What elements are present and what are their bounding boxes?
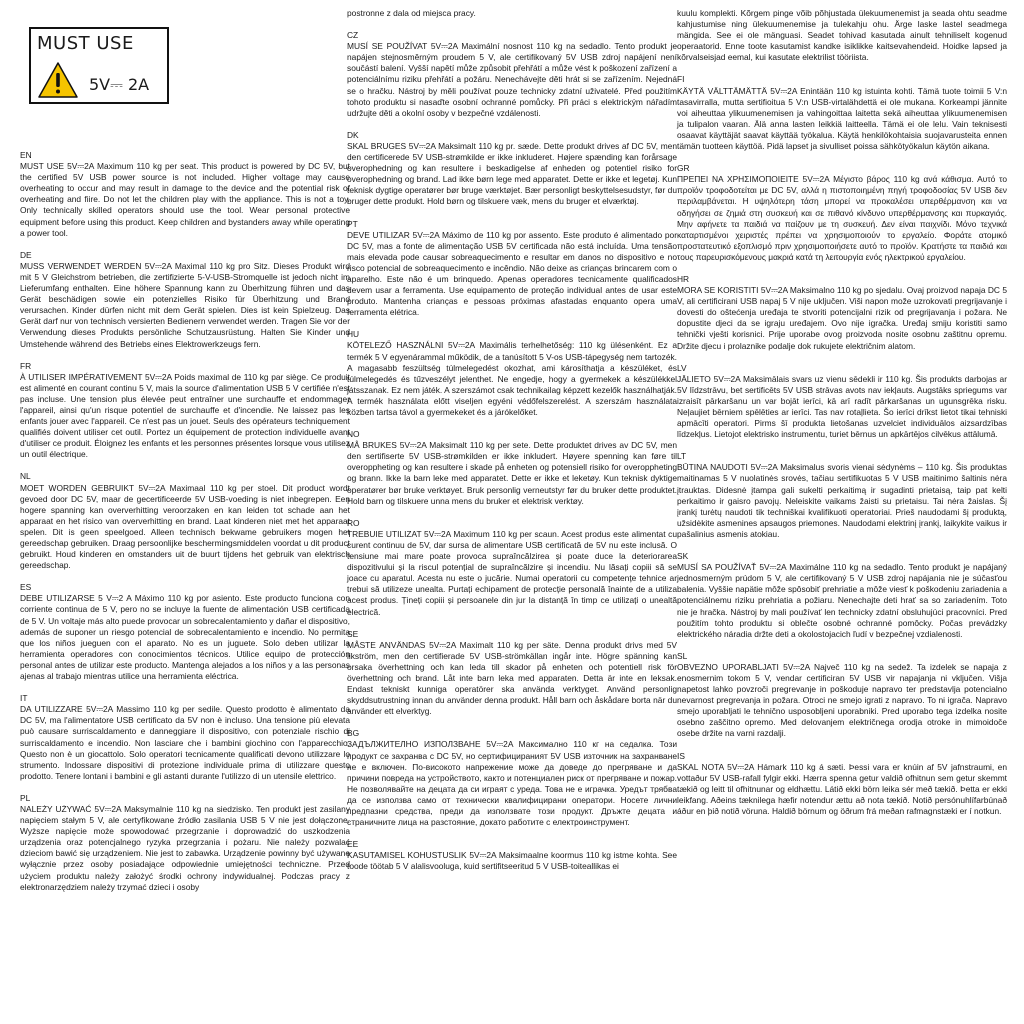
warning-text: KASUTAMISEL KOHUSTUSLIK 5V⎓2A Maksimaalne koormus 110 kg istme kohta. See toode töötab 5 V alalisvooluga, kuid sertifitseeritud 5 V USB-toiteallikas ei	[347, 850, 677, 872]
warning-text: À UTILISER IMPÉRATIVEMENT 5V⎓2A Poids maximal de 110 kg par siège. Ce produit est alimenté en courant continu 5 V, mais la source d'alimentation USB 5 V certifiée n'est pas incluse. Une tension plus élevée peut entraîner une surchauffe et endommager l'appareil, ainsi qu'un risque potentiel de surchauffe et d'incendie. Ne laissez pas les enfants jouer avec l'appareil. Ce n'est pas un jouet. Seuls des opérateurs techniquement qualifiés doivent utiliser cet outil. Portez un équipement de protection individuelle avant d'utiliser ce produit. Éloignez les enfants et les personnes présentes lorsque vous utilisez un outil électrique.	[20, 371, 350, 460]
language-section	[677, 751, 1007, 818]
language-section	[347, 130, 677, 208]
language-code: FR	[20, 360, 32, 371]
warning-text: MUSÍ SE POUŽÍVAT 5V⎓2A Maximální nosnost 110 kg na sedadlo. Tento produkt je napájen stejnosměrným proudem 5 V, ale certifikovaný 5V USB zdroj napájení není součástí balení. Vyšší napětí může způsobit přehřátí a může vést k poškození zařízení a potenciálnímu riziku přehřátí a požáru. Nenechávejte děti hrát si se zařízením. Nejedná se o hračku. Nástroj by měli používat pouze technicky zdatní uživatelé. Před použitím tohoto produktu si nasaďte osobní ochranné pomůcky. Při práci s elektrickým nářadím udržujte děti a okolní osoby v bezpečné vzdálenosti.	[347, 41, 677, 118]
warning-triangle-icon	[37, 61, 79, 99]
language-code: GR	[677, 163, 690, 174]
language-code: HR	[677, 273, 690, 284]
language-code: PT	[347, 218, 358, 229]
language-code: CZ	[347, 30, 359, 41]
warning-text: KÖTELEZŐ HASZNÁLNI 5V⎓2A Maximális terhelhetőség: 110 kg ülésenként. Ez a termék 5 V egyenárammal működik, de a tanúsított 5 V-os USB-tápegység nem tartozék. A magasabb feszültség túlmelegedést okozhat, ami károsíthatja a készüléket, és túlmelegedés és tűzveszélyt jelenthet. Ne engedje, hogy a gyermekek a készülékkel játsszanak. Ez nem játék. A szerszámot csak technikailag képzett kezelők használhatják. A termék használata előtt viseljen egyéni védőfelszerelést. A szerszám használata közben tartsa távol a gyermekeket és a járókelőket.	[347, 340, 677, 417]
warning-text: KÄYTÄ VÄLTTÄMÄTTÄ 5V⎓2A Enintään 110 kg istuinta kohti. Tämä tuote toimii 5 V:n tasavirralla, mutta sertifioitua 5 V:n USB-virtalähdettä ei ole mukana. Korkeampi jännite voi aiheuttaa ylikuumenemisen ja vahingoittaa laitetta sekä aiheuttaa ylikuumenemisen ja tulipalon vaaran. Älä anna lasten leikkiä laitteella. Tämä ei ole lelu. Vain teknisesti osaavat käyttäjät saavat käyttää työkalua. Käytä henkilökohtaisia suojavarusteita ennen tämän tuotteen käyttöä. Pidä lapset ja sivulliset poissa sähkötyökalun käytön aikana.	[677, 85, 1007, 152]
language-section	[677, 8, 1007, 63]
language-code: SK	[677, 551, 689, 562]
language-section	[20, 793, 350, 893]
language-section	[347, 8, 677, 19]
warning-text: DEVE UTILIZAR 5V⎓2A Máximo de 110 kg por assento. Este produto é alimentado por DC 5V, mas a fonte de alimentação USB 5V certificada não está incluída. Uma tensão mais elevada pode causar sobreaquecimento e resultar em danos no dispositivo e no risco potencial de sobreaquecimento e incêndio. Não deixe as crianças brincarem com o aparelho. Este não é um brinquedo. Apenas operadores tecnicamente qualificados devem usar a ferramenta. Use equipamento de proteção individual antes de usar este produto. Mantenha crianças e pessoas próximas afastadas enquanto opera uma ferramenta elétrica.	[347, 229, 677, 318]
text-column-1	[20, 150, 350, 1010]
warning-text: MUST USE 5V⎓2A Maximum 110 kg per seat. This product is powered by DC 5V, but the certified 5V USB power source is not included. Higher voltage may cause overheating to occur and may result in damage to the device and the potential risk of overheating and fiire. Do not let the children play with the appliance. This is not a toy. Only technically skilled operators should use the tool. Wear personal protective equipment before using this product. Keep children and bystanders away while operating a power tool.	[20, 161, 350, 238]
language-section	[347, 429, 677, 507]
warning-text: NALEŻY UŻYWAĆ 5V⎓2A Maksymalnie 110 kg na siedzisko. Ten produkt jest zasilany napięciem stałym 5 V, ale certyfikowane źródło zasilania USB 5 V nie jest dołączone. Wyższe napięcie może spowodować przegrzanie i doprowadzić do uszkodzenia urządzenia oraz potencjalnego ryzyka przegrzania i pożaru. Nie należy pozwalać dzieciom bawić się urządzeniem. Nie jest to zabawka. Urządzenie powinny być używane wyłącznie przez osoby posiadające odpowiednie umiejętności techniczne. Przed użyciem produktu należy założyć środki ochrony indywidualnej. Podczas pracy z elektronarzędziem należy trzymać dzieci i osoby	[20, 803, 350, 892]
language-section	[677, 274, 1007, 352]
language-section	[20, 693, 350, 782]
warning-text: MORA SE KORISTITI 5V⎓2A Maksimalno 110 kg po sjedalu. Ovaj proizvod napaja DC 5 V, ali certificirani USB napaj 5 V nije uključen. Viši napon može uzrokovati pregrijavanje i dovesti do oštećenja uređaja te stvoriti potencijalni rizik od pregrijavanja i požara. Ne dopustite djeci da se igraju uređajem. Ovo nije igračka. Uređaj smiju koristiti samo tehnički vješti korisnici. Prije uporabe ovog proizvoda nosite osobnu zaštitnu opremu. Držite djecu i prolaznike podalje dok rukujete električnim alatom.	[677, 285, 1007, 351]
warning-text: MÅ BRUKES 5V⎓2A Maksimalt 110 kg per sete. Dette produktet drives av DC 5V, men den sertifiserte 5V USB-strømkilden er ikke inkludert. Høyere spenning kan føre til overoppheting og kan resultere i skade på enheten og potensiell risiko for overoppheting og brann. Ikke la barn leke med apparatet. Dette er ikke et leketøy. Kun teknisk dyktige operatører bør bruke verktøyet. Bruk personlig verneutstyr før du bruker dette produktet. Hold barn og tilskuere unna mens du bruker et elektrisk verktøy.	[347, 440, 677, 506]
warning-text: DA UTILIZZARE 5V⎓2A Massimo 110 kg per sedile. Questo prodotto è alimentato da DC 5V, ma l'alimentatore USB certificato da 5V non è incluso. Una tensione più elevata può causare surriscaldamento e danneggiare il dispositivo, con potenziale rischio di surriscaldamento e incendio. Non lasciare che i bambini giochino con l'apparecchio. Questo non è un giocattolo. Solo operatori tecnicamente qualificati devono utilizzare lo strumento. Indossare dispositivi di protezione individuale prima di utilizzare questo prodotto. Tenere lontani i bambini e gli astanti durante l'utilizzo di un utensile elettrico.	[20, 704, 350, 781]
warning-text: MOET WORDEN GEBRUIKT 5V⎓2A Maximaal 110 kg per stoel. Dit product wordt gevoed door DC 5V, maar de gecertificeerde 5V USB-voeding is niet inbegrepen. Een hogere spanning kan oververhitting veroorzaken en kan leiden tot schade aan het apparaat en het risico van oververhitting en brand. Laat kinderen niet met het apparaat spelen. Dit is geen speelgoed. Alleen technisch bekwame gebruikers mogen het gereedschap gebruiken. Draag persoonlijke beschermingsmiddelen voordat u dit product gebruikt. Houd kinderen en omstanders uit de buurt tijdens het gebruik van elektrisch gereedschap.	[20, 482, 350, 571]
warning-text: SKAL NOTA 5V⎓2A Hámark 110 kg á sæti. Þessi vara er knúin af 5V jafnstraumi, en vottaður 5V USB-rafall fylgir ekki. Hærra spenna getur valdið ofhitnun sem getur skemmt tækið og leitt til ofhitnunar og eldhættu. Látið ekki börn leika sér með tækið. Þetta er ekki leikfang. Aðeins tæknilega hæfir notendur ættu að nota tækið. Notið persónuhlífarbúnað áður en þið notið vöruna. Haldið börnum og öðrum frá meðan rafmagnstæki er í notkun.	[677, 761, 1007, 816]
warning-text: OBVEZNO UPORABLJATI 5V⎓2A Največ 110 kg na sedež. Ta izdelek se napaja z enosmernim tokom 5 V, vendar certificiran 5V USB vir napajanja ni vključen. Višja napetost lahko povzroči pregrevanje in poškoduje napravo ter predstavlja potencialno nevarnost pregrevanja in požara. Otroci ne smejo igrati z napravo. To ni igrača. Napravo smejo uporabljati le tehnično usposobljeni uporabniki. Pred uporabo tega izdelka nosite osebno zaščitno opremo. Med delovanjem električnega orodja otroke in mimoidoče osebe držite na varni razdalji.	[677, 661, 1007, 739]
warning-text: ΠΡΕΠΕΙ ΝΑ ΧΡΗΣΙΜΟΠΟΙΕΙΤΕ 5V⎓2A Μέγιστο βάρος 110 kg ανά κάθισμα. Αυτό το προϊόν τροφοδοτείται με DC 5V, αλλά η πιστοποιημένη πηγή τροφοδοσίας 5V USB δεν περιλαμβάνεται. Η υψηλότερη τάση μπορεί να προκαλέσει υπερθέρμανση και να οδηγήσει σε ζημιά στη συσκευή και σε πιθανό κίνδυνο υπερθέρμανσης και πυρκαγιάς. Μην αφήνετε τα παιδιά να παίζουν με τη συσκευή. Δεν είναι παιχνίδι. Μόνο τεχνικά καταρτισμένοι χειριστές πρέπει να χρησιμοποιούν το εργαλείο. Φοράτε ατομικό προστατευτικό εξοπλισμό πριν χρησιμοποιήσετε αυτό το προϊόν. Κρατήστε τα παιδιά και τους παρευρισκόμενους μακριά κατά τη λειτουργία ενός ηλεκτρικού εργαλείου.	[677, 174, 1007, 262]
language-code: DE	[20, 249, 32, 260]
language-code: LT	[677, 451, 687, 462]
language-section	[677, 363, 1007, 441]
language-section	[347, 518, 677, 618]
language-section	[677, 551, 1007, 640]
language-section	[677, 651, 1007, 740]
warning-text: postronne z dala od miejsca pracy.	[347, 8, 476, 18]
language-section	[677, 163, 1007, 263]
language-section	[20, 150, 350, 239]
warning-text: TREBUIE UTILIZAT 5V⎓2A Maximum 110 kg per scaun. Acest produs este alimentat cu curent continuu de 5V, dar sursa de alimentare USB certificată de 5V nu este inclusă. O tensiune mai mare poate provoca supraîncălzirea și poate duce la deteriorarea dispozitivului și la riscul potențial de supraîncălzire și incendiu. Nu lăsați copiii să se joace cu aparatul. Acesta nu este o jucărie. Numai operatorii cu competențe tehnice ar trebui să utilizeze unealta. Purtați echipament de protecție personală înainte de a utiliza acest produs. Țineți copiii și persoanele din jur la distanță în timp ce utilizați o unealtă electrică.	[347, 528, 677, 617]
language-code: NL	[20, 471, 31, 482]
language-code: IT	[20, 693, 28, 704]
language-section	[677, 451, 1007, 540]
language-section	[677, 74, 1007, 152]
language-code: ES	[20, 582, 32, 593]
voltage-rating: 5V⎓ 2A	[89, 75, 150, 94]
language-section	[20, 471, 350, 571]
language-section	[347, 839, 677, 872]
language-code: HU	[347, 329, 360, 340]
warning-text: DEBE UTILIZARSE 5 V⎓2 A Máximo 110 kg por asiento. Este producto funciona con corriente continua de 5 V, pero no se incluye la fuente de alimentación USB certificada de 5 V. Un voltaje más alto puede provocar un sobrecalentamiento y dañar el dispositivo, además de suponer un riesgo potencial de sobrecalentamiento e incendio. No permita que los niños jueguen con el aparato. No es un juguete. Solo deben utilizar la herramienta operadores con conocimientos técnicos. Utilice equipo de protección personal antes de utilizar este producto. Mantenga alejados a los niños y a las personas ajenas al trabajo mientras utilice una herramienta eléctrica.	[20, 593, 350, 682]
language-code: LV	[677, 362, 687, 373]
warning-text: kuulu komplekti. Kõrgem pinge võib põhjustada ülekuumenemist ja seada ohtu seadme kahjustumise ning ülekuumenemise ja tulekahju ohu. Ärge laske lastel seadmega mängida. See ei ole mänguasi. Seadet tohivad kasutada ainult tehniliselt kogenud operaatorid. Enne toote kasutamist kandke isiklikke kaitsevahendeid. Hoidke lapsed ja kõrvalseisjad eemal, kui kasutate elektrilist tööriista.	[677, 8, 1007, 63]
language-section	[347, 728, 677, 828]
language-section	[347, 30, 677, 119]
warning-text: MÅSTE ANVÄNDAS 5V⎓2A Maximalt 110 kg per säte. Denna produkt drivs med 5V likström, men den certifierade 5V USB-strömkällan ingår inte. Högre spänning kan orsaka överhettning och kan leda till skador på enheten och potentiell risk för överhettning och brand. Låt inte barn leka med apparaten. Detta är inte en leksak. Endast tekniskt kunniga operatörer ska använda verktyget. Använd personlig skyddsutrustning innan du använder denna produkt. Håll barn och åskådare borta när du använder ett elverktyg.	[347, 639, 677, 717]
language-code: SL	[677, 650, 688, 661]
language-code: NO	[347, 429, 360, 440]
language-section	[347, 629, 677, 718]
warning-text: MUSS VERWENDET WERDEN 5V⎓2A Maximal 110 kg pro Sitz. Dieses Produkt wird mit 5 V Gleichstrom betrieben, die zertifizierte 5-V-USB-Stromquelle ist jedoch nicht im Lieferumfang enthalten. Eine höhere Spannung kann zu Überhitzung führen und das Gerät beschädigen sowie ein potenzielles Risiko für Überhitzung und Brand verursachen. Kinder dürfen nicht mit dem Gerät spielen. Dies ist kein Spielzeug. Das Gerät darf nur von technisch versierten Bedienern verwendet werden. Tragen Sie vor der Verwendung dieses Produkts persönliche Schutzausrüstung. Halten Sie Kinder und Umstehende während des Betriebs eines Elektrowerkzeugs fern.	[20, 260, 350, 349]
warning-text: SKAL BRUGES 5V⎓2A Maksimalt 110 kg pr. sæde. Dette produkt drives af DC 5V, men den certificerede 5V USB-strømkilde er ikke inkluderet. Højere spænding kan forårsage overophedning og kan resultere i beskadigelse af enheden og potentiel risiko for overophedning og brand. Lad ikke børn lege med apparatet. Dette er ikke et legetøj. Kun teknisk dygtige operatører bør bruge værktøjet. Bær personligt beskyttelsesudstyr, før du bruger dette produkt. Hold børn og tilskuere væk, mens du bruger et elværktøj.	[347, 140, 677, 207]
warning-text: ЗАДЪЛЖИТЕЛНО ИЗПОЛЗВАНЕ 5V⎓2A Максимално 110 кг на седалка. Този продукт се захранва с DC 5V, но сертифицираният 5V USB източник на захранване не е включен. По-високото напрежение може да доведе до прегряване и да причини повреда на устройството, както и потенциален риск от прегряване и пожар. Не позволявайте на децата да си играят с уреда. Това не е играчка. Уредът трябва да се използва само от технически квалифицирани оператори. Носете лични предпазни средства, преди да използвате този продукт. Дръжте децата и страничните лица на разстояние, докато работите с електроинструмент.	[347, 739, 677, 828]
language-code: PL	[20, 792, 31, 803]
language-section	[347, 219, 677, 319]
language-code: RO	[347, 517, 360, 528]
must-use-label	[29, 27, 169, 104]
text-column-3	[677, 8, 1007, 1018]
language-section	[20, 361, 350, 461]
language-code: FI	[677, 74, 685, 85]
language-code: SE	[347, 628, 359, 639]
language-section	[347, 329, 677, 418]
language-code: BG	[347, 728, 360, 739]
warning-text: BŪTINA NAUDOTI 5V⎓2A Maksimalus svoris vienai sėdynėms – 110 kg. Šis produktas maitinamas 5 V nuolatinės srovės, tačiau sertifikuotas 5 V USB maitinimo šaltinis nėra įtrauktas. Didesnė įtampa gali sukelti perkaitimą ir sugadinti prietaisą, taip pat kelti perkaitimo ir gaisro pavojų. Neleiskite vaikams žaisti su prietaisu. Tai nėra žaislas. Šį įrankį turėtų naudoti tik techniškai kvalifikuoti operatoriai. Prieš naudodami šį produktą, užsidėkite asmenines apsaugos priemones. Naudodami elektrinį įrankį, laikykite vaikus ir pašalinius asmenis atokiau.	[677, 462, 1007, 539]
warning-text: JĀLIETO 5V⎓2A Maksimālais svars uz vienu sēdekli ir 110 kg. Šis produkts darbojas ar 5V līdzstrāvu, bet sertificēts 5V USB strāvas avots nav iekļauts. Augstāks spriegums var izraisīt pārkaršanu un var bojāt ierīci, kā arī radīt pārkaršanas un ugunsgrēka risku. Neļaujiet bērniem spēlēties ar ierīci. Tas nav rotaļlieta. Šo ierīci drīkst lietot tikai tehniski apmācīti operatori. Pirms šī produkta lietošanas uzvelciet individuālos aizsardzības līdzekļus. Lietojot elektrisko instrumentu, turiet bērnus un apkārtējos cilvēkus attālumā.	[677, 373, 1007, 440]
label-title: MUST USE	[37, 33, 134, 54]
language-code: EN	[20, 150, 32, 160]
language-section	[20, 250, 350, 350]
language-section	[20, 582, 350, 682]
language-code: DK	[347, 129, 359, 140]
language-code: IS	[677, 750, 685, 761]
warning-text: MUSÍ SA POUŽÍVAŤ 5V⎓2A Maximálne 110 kg na sedadlo. Tento produkt je napájaný jednosmerným prúdom 5 V, ale certifikovaný 5 V USB zdroj napájania nie je súčasťou balenia. Vyššie napätie môže spôsobiť prehriatie a môže viesť k poškodeniu zariadenia a potenciálnemu riziku prehriatia a požiaru. Nenechajte deti hrať sa so zariadením. Toto nie je hračka. Nástroj by mali používať len technicky zdatní obsluhujúci pracovníci. Pred použitím tohto produktu si oblečte osobné ochranné pomôcky. Počas prevádzky elektrického náradia držte deti a okolostojacich ľudí v bezpečnej vzdialenosti.	[677, 562, 1007, 639]
text-column-2	[347, 8, 677, 1018]
language-code: EE	[347, 839, 359, 850]
